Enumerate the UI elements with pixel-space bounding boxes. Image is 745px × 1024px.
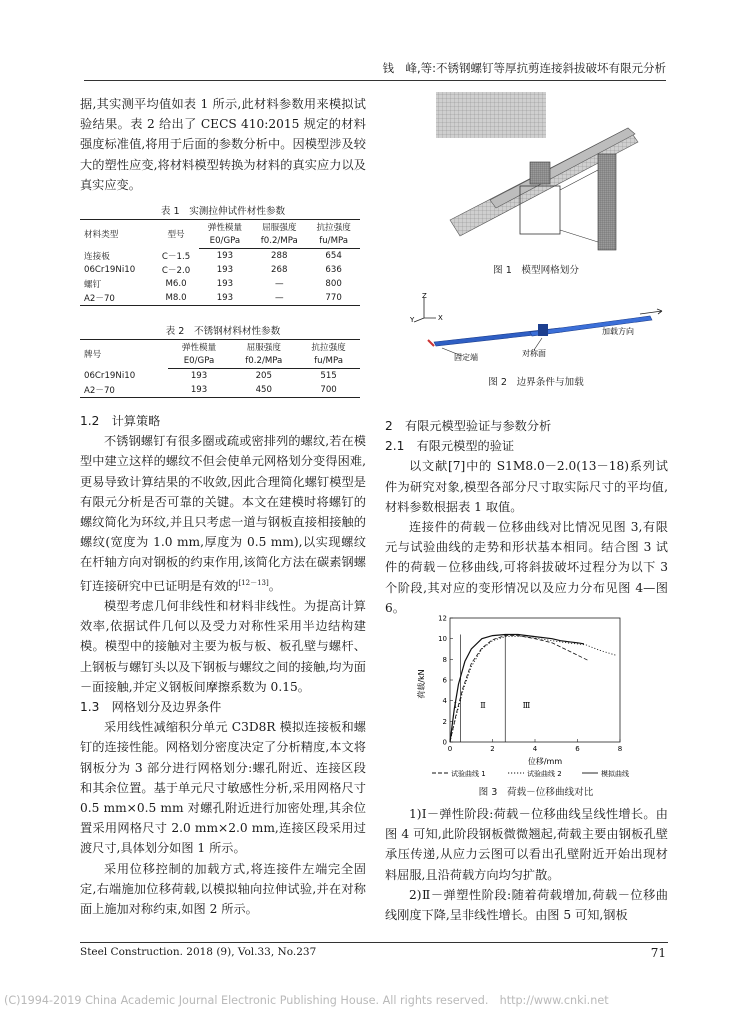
screw bbox=[538, 324, 548, 336]
series-line-solid bbox=[450, 635, 584, 743]
t1-u-tensile: fu/MPa bbox=[307, 234, 360, 249]
table-row bbox=[80, 263, 360, 277]
copyright-watermark: (C)1994-2019 China Academic Journal Electronic Publishing House. All rights reserved. http://www.cnki.net bbox=[4, 994, 609, 1007]
t2-h-yield: 屈服强度 bbox=[230, 340, 297, 355]
cell: 193 bbox=[216, 279, 234, 289]
cell: 螺钉 bbox=[84, 280, 102, 290]
cell: 700 bbox=[297, 383, 360, 398]
cell: 450 bbox=[230, 383, 297, 398]
y-tick-label: 6 bbox=[442, 676, 447, 685]
fig3-chart bbox=[412, 612, 662, 782]
cell: — bbox=[274, 279, 284, 289]
table1-caption: 表 1 实测拉伸试件材性参数 bbox=[160, 206, 286, 217]
cell: 193 bbox=[216, 265, 234, 275]
cell: 654 bbox=[325, 251, 342, 261]
mesh-screw-head bbox=[530, 162, 550, 184]
cell: 06Cr19Ni10 bbox=[84, 370, 136, 381]
t1-h-model: 型号 bbox=[154, 220, 199, 249]
t2-h-grade: 牌号 bbox=[80, 340, 168, 369]
s12-paragraph-2: 模型考虑几何非线性和材料非线性。为提高计算效率,依据试件几何以及受力对称性采用半边结构建模。模型中的接触对主要为板与板、板孔壁与螺杆、上钢板与螺钉头以及下钢板与螺纹之间的接触,均为面－面接触,并定义钢板间摩擦系数为 0.15。 bbox=[80, 598, 366, 694]
cell: 636 bbox=[325, 265, 342, 275]
t1-h-material: 材料类型 bbox=[80, 220, 154, 249]
intro-paragraph: 据,其实测平均值如表 1 所示,此材料参数用来模拟试验结果。表 2 给出了 CECS 410:2015 规定的材料强度标准值,将用于后面的参数分析中。因模型涉及较大的塑性应变,将材料模型转换为材料的真实应力以及真实应变。 bbox=[80, 97, 366, 192]
footer-journal: Steel Construction. 2018 (9), Vol.33, No.237 bbox=[80, 946, 317, 958]
cell: M8.0 bbox=[154, 291, 199, 306]
x-tick-label: 2 bbox=[490, 745, 495, 753]
section-1-2-title: 1.2 计算策略 bbox=[80, 414, 161, 428]
chart-series bbox=[450, 635, 616, 743]
cell: 515 bbox=[320, 371, 337, 381]
cell: A2－70 bbox=[80, 291, 154, 306]
mesh-screw-detail bbox=[598, 154, 616, 250]
stage-label: Ⅱ bbox=[480, 700, 486, 710]
section-2-1-title: 2.1 有限元模型的验证 bbox=[385, 439, 515, 454]
cell: 205 bbox=[255, 371, 272, 381]
s21-paragraph-1: 以文献[7]中的 S1M8.0－2.0(13－18)系列试件为研究对象,模型各部分尺寸取实际尺寸的平均值,材料参数根据表 1 取值。 bbox=[385, 459, 668, 514]
stage-label: Ⅲ bbox=[522, 700, 531, 710]
y-tick-label: 0 bbox=[442, 738, 447, 747]
running-header: 钱 峰,等:不锈钢螺钉等厚抗剪连接斜拔破坏有限元分析 bbox=[382, 61, 666, 75]
zoom-lines bbox=[560, 170, 598, 242]
table-row bbox=[80, 277, 360, 291]
t1-h-modulus: 弹性模量 bbox=[199, 220, 252, 235]
y-tick-label: 10 bbox=[438, 635, 447, 644]
fig2-caption: 图 2 边界条件与加载 bbox=[488, 377, 584, 388]
cell: 193 bbox=[168, 383, 231, 398]
series-line-dotted bbox=[450, 637, 616, 742]
t1-u-modulus: E0/GPa bbox=[199, 234, 252, 249]
s12-paragraph-1 bbox=[80, 431, 366, 596]
legend-label: 试验曲线 2 bbox=[527, 770, 562, 778]
cell: A2－70 bbox=[80, 383, 168, 398]
stage-label: Ⅰ bbox=[453, 700, 457, 710]
s13-paragraph-2: 采用位移控制的加载方式,将连接件左端完全固定,右端施加位移荷载,以模拟轴向拉伸试验,并在对称面上施加对称约束,如图 2 所示。 bbox=[80, 861, 366, 916]
cell: 268 bbox=[271, 265, 288, 275]
legend-label: 模拟曲线 bbox=[601, 770, 629, 778]
cell: 06Cr19Ni10 bbox=[84, 265, 136, 275]
s13-paragraph-1: 采用线性减缩积分单元 C3D8R 模拟连接板和螺钉的连接性能。网格划分密度决定了分析精度,本文将钢板分为 3 部分进行网格划分:螺孔附近、连接区段和其余位置。基于单元尺寸敏感性分析,采用网格尺寸 0.5 mm×0.5 mm 对螺孔附近进行加密处理,其余位置采用网格尺寸 2.0 mm×2.0 mm,连接区段采用过渡尺寸,具体划分如图 1 所示。 bbox=[80, 720, 366, 856]
y-axis-label: 荷载/kN bbox=[417, 669, 426, 699]
table1 bbox=[80, 219, 360, 306]
cell: 800 bbox=[325, 279, 342, 289]
fig1-mesh-image bbox=[430, 90, 642, 262]
right-column-stages bbox=[385, 804, 668, 925]
y-tick-label: 8 bbox=[442, 655, 447, 664]
t2-u-tensile: fu/MPa bbox=[297, 354, 360, 369]
table2-caption: 表 2 不锈钢材料材性参数 bbox=[165, 326, 281, 337]
footer-rule bbox=[80, 942, 668, 943]
fig1-caption: 图 1 模型网格划分 bbox=[493, 265, 579, 276]
stage-1-paragraph: 1)Ⅰ－弹性阶段:荷载－位移曲线呈线性增长。由图 4 可知,此阶段钢板微微翘起,荷载主要由钢板孔壁承压传递,从应力云图可以看出孔壁附近开始出现材料屈服,且沿荷载方向均匀扩散。 bbox=[385, 807, 668, 882]
left-column-body bbox=[80, 411, 366, 919]
table2 bbox=[80, 339, 360, 398]
cell: 193 bbox=[190, 371, 208, 381]
load-direction-label: 加载方向 bbox=[602, 327, 634, 336]
cell: — bbox=[251, 291, 307, 306]
right-column-body bbox=[385, 416, 668, 618]
fixed-support bbox=[428, 340, 434, 346]
y-tick-label: 4 bbox=[442, 697, 447, 706]
stage-2-paragraph: 2)Ⅱ－弹塑性阶段:随着荷载增加,荷载－位移曲线刚度下降,呈非线性增长。由图 5 可知,钢板 bbox=[385, 887, 668, 923]
t2-u-modulus: E0/GPa bbox=[168, 354, 231, 369]
cell: 288 bbox=[271, 251, 288, 261]
x-tick-label: 8 bbox=[617, 745, 623, 753]
page-number: 71 bbox=[650, 946, 666, 960]
x-tick-label: 6 bbox=[575, 745, 580, 753]
table-row bbox=[80, 249, 360, 264]
cell: 193 bbox=[199, 291, 252, 306]
t1-h-tensile: 抗拉强度 bbox=[307, 220, 360, 235]
x-axis-label: 位移/mm bbox=[527, 757, 563, 766]
table-row bbox=[80, 369, 360, 384]
y-tick-label: 12 bbox=[438, 614, 447, 623]
axis-x-label: X bbox=[438, 314, 443, 322]
header-rule bbox=[84, 80, 666, 81]
x-tick-label: 4 bbox=[532, 745, 538, 753]
axis-z-label: Z bbox=[422, 292, 427, 300]
t2-u-yield: f0.2/MPa bbox=[230, 354, 297, 369]
s12-text: 不锈钢螺钉有很多圈或疏或密排列的螺纹,若在模型中建立这样的螺纹不但会使单元网格划分变得困难,更易导致计算结果的不收敛,因此合理简化螺钉模型是有限元分析是否可靠的关键。本文在建模时将螺钉的螺纹简化为环纹,并且只考虑一道与钢板直接相接触的螺纹(宽度为 1.0 mm,厚度为 0.5 mm),以实现螺纹在杆轴方向对钢板的约束作用,该简化方法在碳素钢螺钉连接研究中已证明是有效的 bbox=[80, 434, 366, 593]
cell: 连接板 bbox=[84, 251, 110, 262]
cell: 193 bbox=[216, 251, 234, 261]
s12-end: 。 bbox=[268, 578, 281, 593]
fig3-caption: 图 3 荷载－位移曲线对比 bbox=[478, 787, 594, 798]
t2-h-modulus: 弹性模量 bbox=[168, 340, 231, 355]
cell: C－1.5 bbox=[161, 251, 191, 262]
left-column bbox=[80, 94, 366, 195]
y-tick-label: 2 bbox=[442, 717, 447, 726]
legend-label: 试验曲线 1 bbox=[451, 770, 486, 778]
cell: C－2.0 bbox=[161, 266, 191, 276]
axis-triad bbox=[414, 298, 436, 322]
t1-u-yield: f0.2/MPa bbox=[251, 234, 307, 249]
citation: [12－13] bbox=[238, 578, 269, 587]
mesh-inset bbox=[436, 92, 546, 138]
symmetry-plane-label: 对称面 bbox=[522, 349, 546, 358]
section-2-title: 2 有限元模型验证与参数分析 bbox=[385, 419, 552, 433]
section-1-3-title: 1.3 网格划分及边界条件 bbox=[80, 699, 222, 714]
cell: 770 bbox=[307, 291, 360, 306]
t1-h-yield: 屈服强度 bbox=[251, 220, 307, 235]
t2-h-tensile: 抗拉强度 bbox=[297, 340, 360, 355]
cell: M6.0 bbox=[165, 279, 187, 289]
table-row bbox=[80, 383, 360, 398]
series-line-dashed bbox=[450, 636, 588, 742]
chart-legend bbox=[432, 769, 629, 778]
fixed-end-label: 固定端 bbox=[454, 353, 478, 362]
table-row bbox=[80, 291, 360, 306]
x-tick-label: 0 bbox=[447, 745, 453, 753]
fig2-boundary-image bbox=[410, 290, 670, 362]
s21-paragraph-2: 连接件的荷载－位移曲线对比情况见图 3,有限元与试验曲线的走势和形状基本相同。结合图 3 试件的荷载－位移曲线,可将斜拔破坏过程分为以下 3 个阶段,其对应的变形情况以及应力分布见图 4—图 6。 bbox=[385, 520, 668, 615]
axis-y-label: Y bbox=[410, 316, 415, 324]
